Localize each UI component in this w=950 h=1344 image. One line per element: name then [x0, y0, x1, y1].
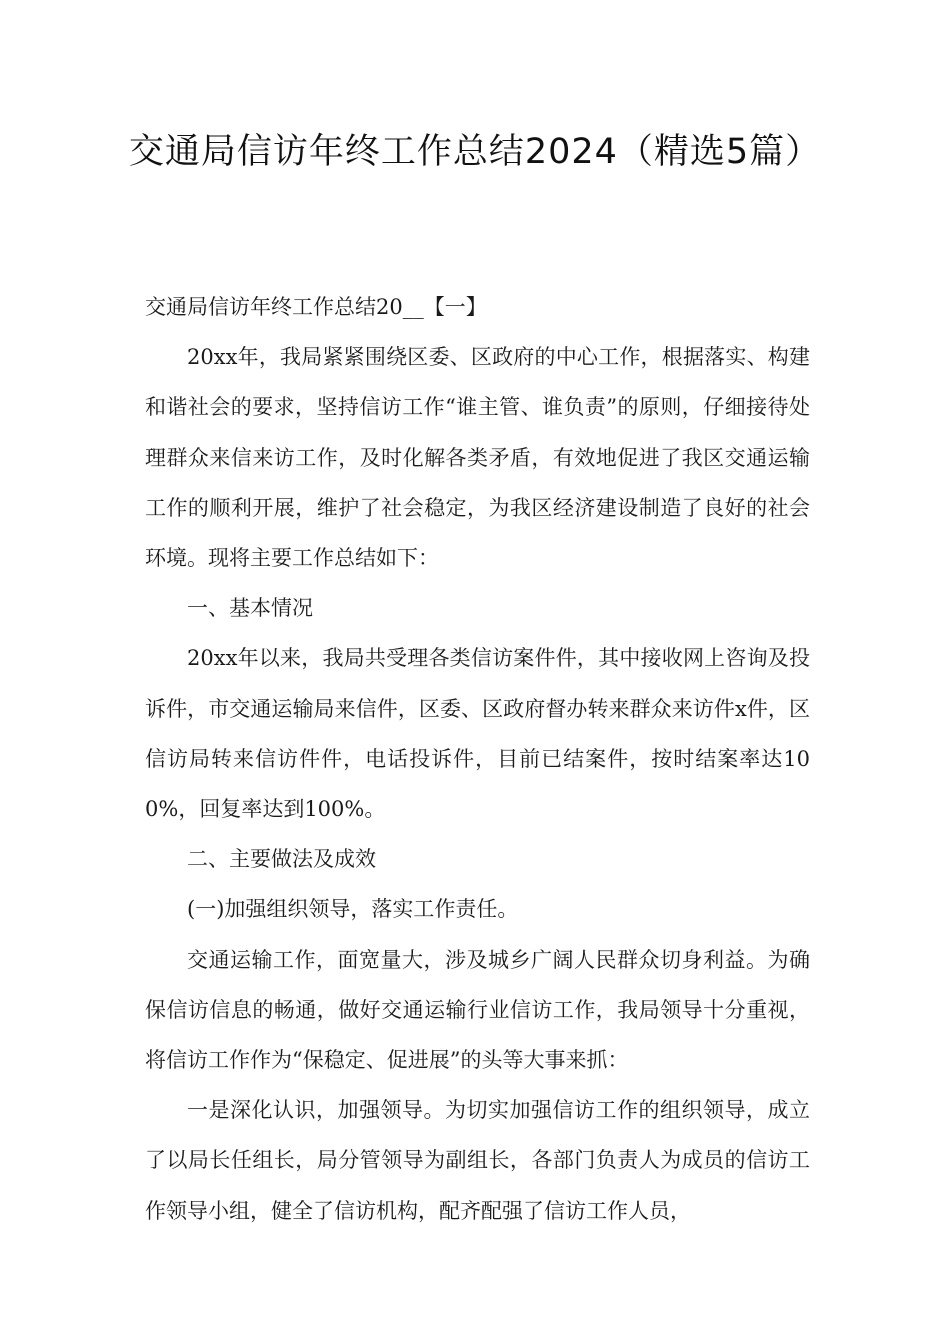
- document-title: 交通局信访年终工作总结2024（精选5篇）: [128, 132, 822, 172]
- paragraph-intro: 20xx年，我局紧紧围绕区委、区政府的中心工作，根据落实、构建和谐社会的要求，坚持信访工作“谁主管、谁负责”的原则，仔细接待处理群众来信来访工作，及时化解各类矛盾，有效地促进了我区交通运输工作的顺利开展，维护了社会稳定，为我区经济建设制造了良好的社会环境。现将主要工作总结如下：: [145, 345, 810, 571]
- paragraph-basic-situation: 20xx年以来，我局共受理各类信访案件件，其中接收网上咨询及投诉件，市交通运输局来信件，区委、区政府督办转来群众来访件x件，区信访局转来信访件件，电话投诉件，目前已结案件，按时结案率达100%，回复率达到100%。: [145, 646, 810, 822]
- paragraph-organization: 交通运输工作，面宽量大，涉及城乡广阔人民群众切身利益。为确保信访信息的畅通，做好交通运输行业信访工作，我局领导十分重视，将信访工作作为“保稳定、促进展”的头等大事来抓：: [145, 947, 810, 1073]
- subheading-organization: (一)加强组织领导，落实工作责任。: [187, 897, 519, 922]
- section-heading-1: 交通局信访年终工作总结20__【一】: [145, 295, 487, 319]
- heading-main-practices: 二、主要做法及成效: [187, 847, 376, 872]
- paragraph-leadership: 一是深化认识，加强领导。为切实加强信访工作的组织领导，成立了以局长任组长，局分管领导为副组长，各部门负责人为成员的信访工作领导小组，健全了信访机构，配齐配强了信访工作人员，: [145, 1098, 810, 1223]
- heading-basic-situation: 一、基本情况: [187, 596, 313, 621]
- document-body: [145, 282, 810, 1236]
